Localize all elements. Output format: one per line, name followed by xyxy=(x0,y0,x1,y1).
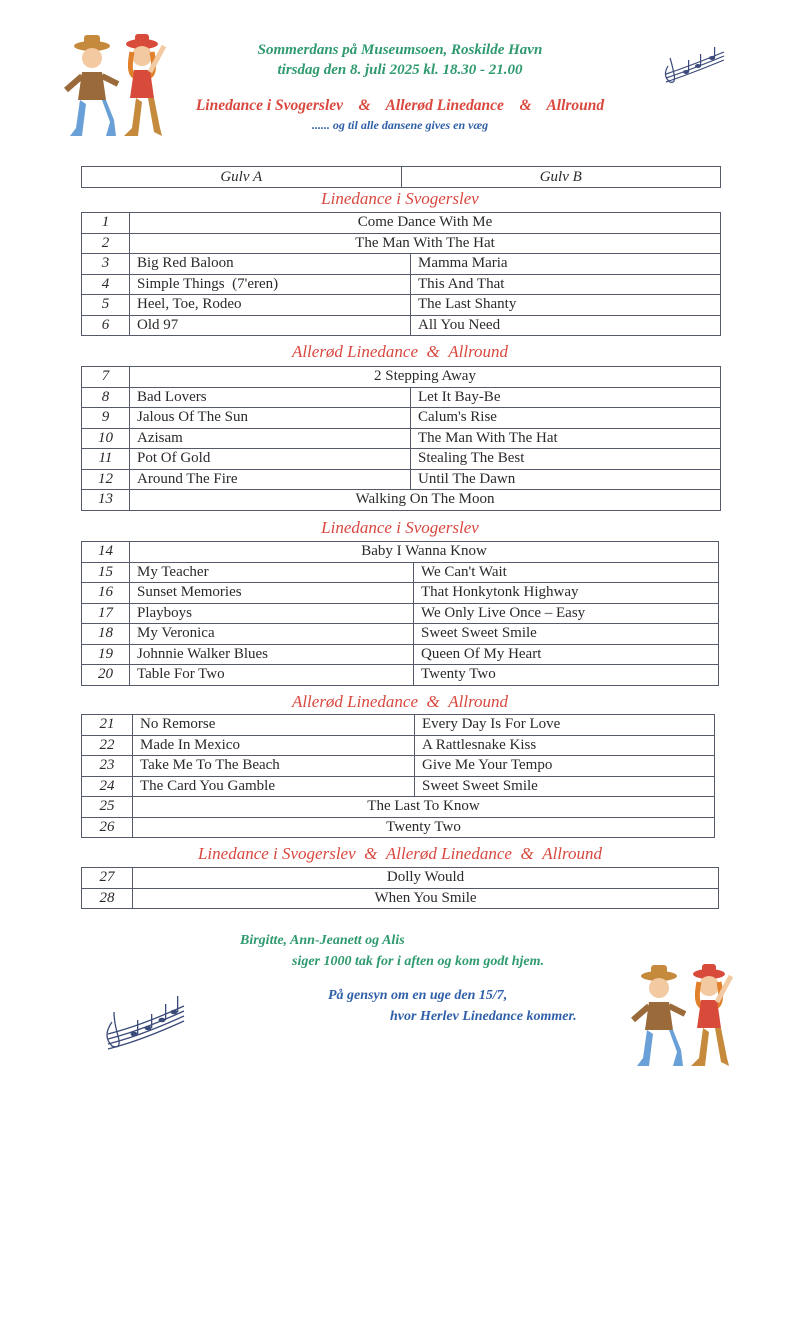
dance-number: 5 xyxy=(82,295,130,316)
dance-both-floors: Come Dance With Me xyxy=(130,213,721,234)
dance-floor-b: Sweet Sweet Smile xyxy=(415,776,715,797)
table-row xyxy=(82,490,721,511)
dance-number: 23 xyxy=(82,756,133,777)
table-row xyxy=(82,888,719,909)
dance-floor-a: Playboys xyxy=(130,603,414,624)
dance-number: 28 xyxy=(82,888,133,909)
table-row xyxy=(82,295,721,316)
table-row xyxy=(82,469,721,490)
table-row xyxy=(82,756,715,777)
dance-number: 26 xyxy=(82,817,133,838)
dance-table xyxy=(81,541,719,686)
event-date: tirsdag den 8. juli 2025 kl. 18.30 - 21.00 xyxy=(277,62,523,78)
section-title-part: Allerød Linedance xyxy=(291,342,418,361)
club-svogerslev: Linedance i Svogerslev xyxy=(195,97,344,114)
dance-floor-b: All You Need xyxy=(411,315,721,336)
dance-number: 3 xyxy=(82,254,130,275)
dance-number: 14 xyxy=(82,542,130,563)
section-title: Linedance i Svogerslev xyxy=(321,518,479,537)
table-row xyxy=(82,408,721,429)
dance-floor-b: Every Day Is For Love xyxy=(415,715,715,736)
next-event-host-line: hvor Herlev Linedance kommer. xyxy=(390,1009,577,1024)
section-title-separator: & xyxy=(426,342,440,361)
dance-floor-a: Bad Lovers xyxy=(130,387,411,408)
section-title-part: Allerød Linedance xyxy=(291,692,418,711)
dance-floor-a: Pot Of Gold xyxy=(130,449,411,470)
dance-number: 8 xyxy=(82,387,130,408)
dance-number: 20 xyxy=(82,665,130,686)
column-header-gulv-a: Gulv A xyxy=(82,167,402,188)
dance-floor-a: My Veronica xyxy=(130,624,414,645)
section-title-separator: & xyxy=(426,692,440,711)
dance-number: 17 xyxy=(82,603,130,624)
table-row xyxy=(82,735,715,756)
section-title-separator: & xyxy=(364,844,378,863)
music-notes-icon xyxy=(660,44,730,86)
dance-floor-a: Azisam xyxy=(130,428,411,449)
dance-both-floors: Walking On The Moon xyxy=(130,490,721,511)
dance-number: 18 xyxy=(82,624,130,645)
section-title-part: Allround xyxy=(448,342,509,361)
club-allround: Allround xyxy=(546,97,605,114)
table-row xyxy=(82,583,719,604)
thanks-line: siger 1000 tak for i aften og kom godt hjem. xyxy=(292,954,544,969)
table-row xyxy=(82,387,721,408)
dance-number: 7 xyxy=(82,367,130,388)
dance-floor-a: Sunset Memories xyxy=(130,583,414,604)
dance-both-floors: Baby I Wanna Know xyxy=(130,542,719,563)
dance-floor-b: Stealing The Best xyxy=(411,449,721,470)
section-title-separator: & xyxy=(520,844,534,863)
dance-floor-a: Made In Mexico xyxy=(133,735,415,756)
section-title-part: Allround xyxy=(448,692,509,711)
dance-table xyxy=(81,212,721,336)
column-header-gulv-b: Gulv B xyxy=(401,167,721,188)
dance-floor-b: Sweet Sweet Smile xyxy=(414,624,719,645)
dance-floor-b: We Only Live Once – Easy xyxy=(414,603,719,624)
next-event-line: På gensyn om en uge den 15/7, xyxy=(328,988,508,1003)
dance-number: 16 xyxy=(82,583,130,604)
dance-number: 15 xyxy=(82,562,130,583)
table-row xyxy=(82,817,715,838)
dance-floor-b: That Honkytonk Highway xyxy=(414,583,719,604)
table-row xyxy=(82,644,719,665)
dance-floor-b: Queen Of My Heart xyxy=(414,644,719,665)
dance-number: 25 xyxy=(82,797,133,818)
dance-floor-b: The Man With The Hat xyxy=(411,428,721,449)
dance-number: 12 xyxy=(82,469,130,490)
dance-both-floors: The Last To Know xyxy=(133,797,715,818)
section-title-part: Allround xyxy=(542,844,603,863)
table-row xyxy=(82,274,721,295)
event-title: Sommerdans på Museumsoen, Roskilde Havn xyxy=(257,42,543,58)
dance-floor-b: Mamma Maria xyxy=(411,254,721,275)
organizers-line: Birgitte, Ann-Jeanett og Alis xyxy=(240,933,405,948)
table-row xyxy=(82,367,721,388)
dance-number: 22 xyxy=(82,735,133,756)
section-title-part: Allerød Linedance xyxy=(385,844,512,863)
dancing-couple-illustration xyxy=(62,32,172,144)
table-row xyxy=(82,449,721,470)
table-row xyxy=(82,624,719,645)
table-row xyxy=(82,233,721,254)
section-title: Linedance i Svogerslev xyxy=(321,189,479,208)
dance-floor-a: Jalous Of The Sun xyxy=(130,408,411,429)
dance-number: 6 xyxy=(82,315,130,336)
dance-number: 9 xyxy=(82,408,130,429)
dance-floor-a: Table For Two xyxy=(130,665,414,686)
dance-floor-b: Give Me Your Tempo xyxy=(415,756,715,777)
dance-floor-b: Twenty Two xyxy=(414,665,719,686)
table-row xyxy=(82,603,719,624)
dance-floor-b: Let It Bay-Be xyxy=(411,387,721,408)
dance-number: 10 xyxy=(82,428,130,449)
dance-both-floors: When You Smile xyxy=(133,888,719,909)
section-title xyxy=(0,692,800,712)
dance-table xyxy=(81,366,721,511)
dance-floor-a: The Card You Gamble xyxy=(133,776,415,797)
table-row xyxy=(82,254,721,275)
club-allerod: Allerød Linedance xyxy=(385,97,504,114)
table-row xyxy=(82,665,719,686)
dance-floor-a: Heel, Toe, Rodeo xyxy=(130,295,411,316)
dance-both-floors: The Man With The Hat xyxy=(130,233,721,254)
table-row xyxy=(82,428,721,449)
table-row xyxy=(82,776,715,797)
club-separator: & xyxy=(519,97,532,114)
dance-number: 1 xyxy=(82,213,130,234)
dance-floor-a: Johnnie Walker Blues xyxy=(130,644,414,665)
floor-header-table xyxy=(81,166,721,188)
dance-floor-b: The Last Shanty xyxy=(411,295,721,316)
dance-floor-b: This And That xyxy=(411,274,721,295)
dance-floor-a: My Teacher xyxy=(130,562,414,583)
dance-both-floors: Twenty Two xyxy=(133,817,715,838)
dance-floor-a: Old 97 xyxy=(130,315,411,336)
dance-table xyxy=(81,867,719,909)
dance-number: 21 xyxy=(82,715,133,736)
dancing-couple-illustration xyxy=(625,962,743,1074)
dance-floor-a: Simple Things (7'eren) xyxy=(130,274,411,295)
dance-floor-a: Around The Fire xyxy=(130,469,411,490)
dance-number: 24 xyxy=(82,776,133,797)
dance-floor-b: We Can't Wait xyxy=(414,562,719,583)
table-row xyxy=(82,715,715,736)
dance-number: 2 xyxy=(82,233,130,254)
dance-number: 13 xyxy=(82,490,130,511)
dance-floor-a: Take Me To The Beach xyxy=(133,756,415,777)
dance-number: 4 xyxy=(82,274,130,295)
table-row xyxy=(82,542,719,563)
club-separator: & xyxy=(358,97,371,114)
dance-floor-a: Big Red Baloon xyxy=(130,254,411,275)
dance-floor-a: No Remorse xyxy=(133,715,415,736)
dance-table xyxy=(81,714,715,838)
section-title-part: Linedance i Svogerslev xyxy=(197,844,356,863)
dance-both-floors: 2 Stepping Away xyxy=(130,367,721,388)
music-notes-icon xyxy=(100,992,190,1054)
dance-number: 19 xyxy=(82,644,130,665)
dance-number: 27 xyxy=(82,868,133,889)
dance-both-floors: Dolly Would xyxy=(133,868,719,889)
dance-floor-b: Calum's Rise xyxy=(411,408,721,429)
wall-note: ...... og til alle dansene gives en væg xyxy=(311,118,489,132)
table-row xyxy=(82,797,715,818)
dance-floor-b: A Rattlesnake Kiss xyxy=(415,735,715,756)
dance-floor-b: Until The Dawn xyxy=(411,469,721,490)
table-row xyxy=(82,868,719,889)
table-row xyxy=(82,213,721,234)
table-row xyxy=(82,315,721,336)
table-row xyxy=(82,562,719,583)
dance-number: 11 xyxy=(82,449,130,470)
section-title xyxy=(0,342,800,362)
section-title xyxy=(0,844,800,864)
